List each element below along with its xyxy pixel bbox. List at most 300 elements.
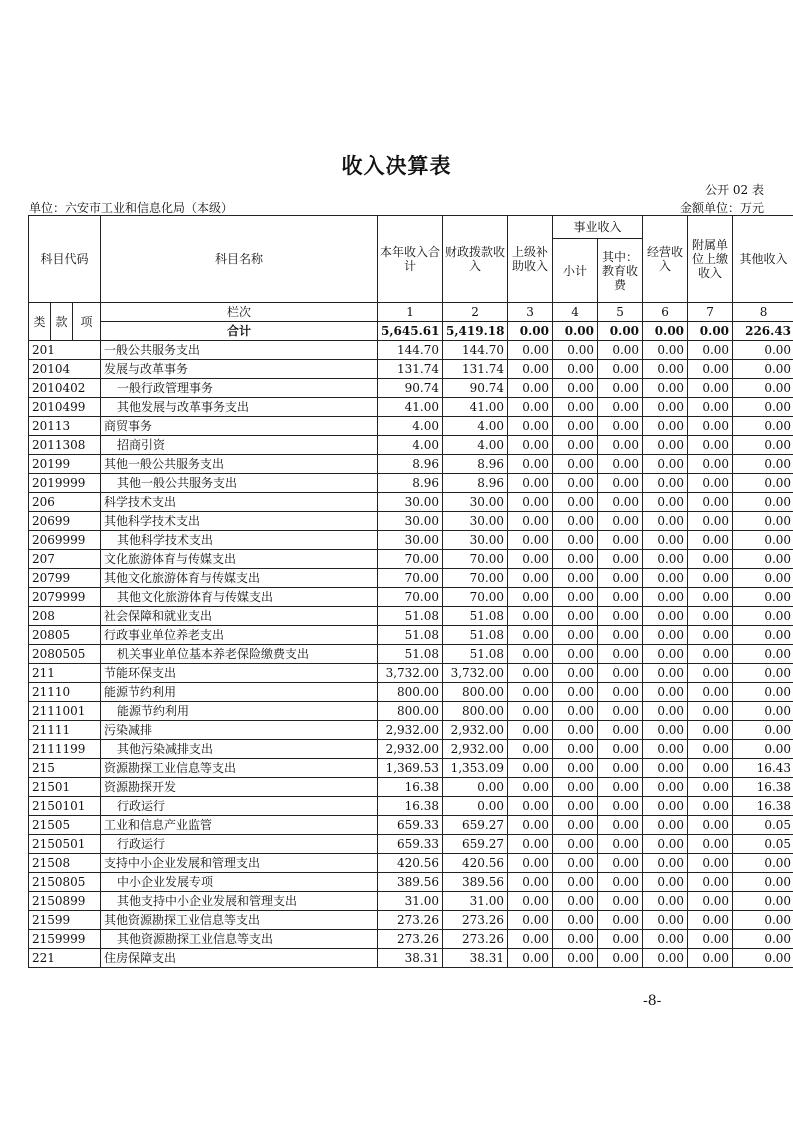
subject-name: 一般行政管理事务 <box>101 379 378 398</box>
amount-cell: 31.00 <box>378 892 443 911</box>
table-row <box>29 930 793 949</box>
amount-cell: 800.00 <box>443 702 508 721</box>
amount-cell: 38.31 <box>378 949 443 968</box>
amount-cell: 0.00 <box>688 474 733 493</box>
amount-cell: 0.00 <box>733 607 793 626</box>
subject-name: 能源节约利用 <box>101 702 378 721</box>
total-value: 226.43 <box>733 322 793 341</box>
amount-cell: 1,353.09 <box>443 759 508 778</box>
amount-cell: 70.00 <box>443 550 508 569</box>
amount-cell: 0.00 <box>688 721 733 740</box>
amount-cell: 8.96 <box>378 455 443 474</box>
subject-code: 21505 <box>29 816 101 835</box>
amount-cell: 0.00 <box>553 512 598 531</box>
amount-cell: 0.00 <box>598 531 643 550</box>
subject-name: 科学技术支出 <box>101 493 378 512</box>
amount-cell: 51.08 <box>443 607 508 626</box>
subject-name: 机关事业单位基本养老保险缴费支出 <box>101 645 378 664</box>
amount-cell: 0.00 <box>553 531 598 550</box>
amount-cell: 8.96 <box>378 474 443 493</box>
subject-name: 商贸事务 <box>101 417 378 436</box>
subject-code: 2111199 <box>29 740 101 759</box>
amount-cell: 0.00 <box>643 911 688 930</box>
amount-cell: 16.43 <box>733 759 793 778</box>
header-kuan: 款 <box>51 303 73 341</box>
amount-cell: 0.00 <box>598 455 643 474</box>
subject-code: 2150501 <box>29 835 101 854</box>
table-row <box>29 531 793 550</box>
amount-cell: 0.00 <box>598 569 643 588</box>
amount-cell: 0.00 <box>598 778 643 797</box>
subject-code: 21599 <box>29 911 101 930</box>
reporting-unit: 单位：六安市工业和信息化局（本级） <box>29 201 234 215</box>
amount-cell: 0.00 <box>598 797 643 816</box>
table-row <box>29 512 793 531</box>
amount-cell: 0.00 <box>643 892 688 911</box>
subject-name: 一般公共服务支出 <box>101 341 378 360</box>
amount-cell: 0.00 <box>598 854 643 873</box>
amount-cell: 0.00 <box>553 664 598 683</box>
subject-code: 2019999 <box>29 474 101 493</box>
table-row <box>29 854 793 873</box>
amount-cell: 659.27 <box>443 816 508 835</box>
amount-cell: 0.00 <box>643 550 688 569</box>
subject-code: 206 <box>29 493 101 512</box>
amount-cell: 0.00 <box>688 455 733 474</box>
amount-cell: 131.74 <box>443 360 508 379</box>
amount-cell: 0.05 <box>733 816 793 835</box>
amount-cell: 2,932.00 <box>443 740 508 759</box>
amount-cell: 0.00 <box>688 512 733 531</box>
amount-cell: 0.00 <box>643 873 688 892</box>
header-affiliated: 附属单位上缴收入 <box>688 216 733 303</box>
amount-cell: 0.00 <box>508 835 553 854</box>
amount-cell: 4.00 <box>378 417 443 436</box>
subject-name: 资源勘探工业信息等支出 <box>101 759 378 778</box>
amount-cell: 0.00 <box>688 683 733 702</box>
amount-cell: 0.00 <box>643 607 688 626</box>
subject-code: 2079999 <box>29 588 101 607</box>
amount-cell: 0.00 <box>733 683 793 702</box>
amount-cell: 0.00 <box>598 759 643 778</box>
amount-cell: 0.00 <box>643 721 688 740</box>
amount-cell: 0.00 <box>508 664 553 683</box>
subject-name: 其他污染减排支出 <box>101 740 378 759</box>
table-row <box>29 797 793 816</box>
table-row <box>29 417 793 436</box>
amount-cell: 0.00 <box>598 512 643 531</box>
amount-cell: 0.00 <box>598 740 643 759</box>
header-total-income: 本年收入合计 <box>378 216 443 303</box>
header-superior: 上级补助收入 <box>508 216 553 303</box>
amount-cell: 0.00 <box>508 455 553 474</box>
amount-cell: 659.27 <box>443 835 508 854</box>
amount-cell: 0.00 <box>553 740 598 759</box>
amount-cell: 0.00 <box>733 398 793 417</box>
amount-cell: 800.00 <box>443 683 508 702</box>
amount-cell: 0.00 <box>688 949 733 968</box>
amount-cell: 41.00 <box>443 398 508 417</box>
amount-cell: 0.00 <box>553 778 598 797</box>
subject-name: 其他文化旅游体育与传媒支出 <box>101 588 378 607</box>
amount-cell: 0.00 <box>508 531 553 550</box>
page-title: 收入决算表 <box>341 153 452 178</box>
amount-cell: 70.00 <box>443 569 508 588</box>
subject-name: 其他支持中小企业发展和管理支出 <box>101 892 378 911</box>
amount-cell: 0.00 <box>508 569 553 588</box>
amount-cell: 0.00 <box>508 626 553 645</box>
amount-cell: 0.00 <box>553 569 598 588</box>
subject-name: 中小企业发展专项 <box>101 873 378 892</box>
subject-name: 其他发展与改革事务支出 <box>101 398 378 417</box>
amount-cell: 659.33 <box>378 816 443 835</box>
amount-cell: 0.00 <box>643 360 688 379</box>
amount-cell: 0.00 <box>733 436 793 455</box>
amount-cell: 0.00 <box>733 892 793 911</box>
amount-cell: 0.00 <box>643 683 688 702</box>
form-number: 公开 02 表 <box>705 183 764 197</box>
amount-cell: 0.00 <box>508 702 553 721</box>
amount-cell: 0.00 <box>733 626 793 645</box>
subject-code: 20104 <box>29 360 101 379</box>
amount-cell: 420.56 <box>443 854 508 873</box>
amount-cell: 0.00 <box>643 930 688 949</box>
amount-cell: 0.00 <box>508 512 553 531</box>
amount-cell: 0.00 <box>443 797 508 816</box>
col-num: 3 <box>508 303 553 322</box>
amount-cell: 0.00 <box>643 797 688 816</box>
total-label: 合计 <box>101 322 378 341</box>
amount-cell: 0.00 <box>598 493 643 512</box>
amount-cell: 0.00 <box>553 588 598 607</box>
subject-name: 行政运行 <box>101 797 378 816</box>
amount-cell: 0.00 <box>598 816 643 835</box>
amount-cell: 0.05 <box>733 835 793 854</box>
total-value: 0.00 <box>643 322 688 341</box>
amount-cell: 0.00 <box>688 341 733 360</box>
amount-cell: 389.56 <box>378 873 443 892</box>
subject-name: 支持中小企业发展和管理支出 <box>101 854 378 873</box>
amount-cell: 0.00 <box>508 645 553 664</box>
subject-code: 2010499 <box>29 398 101 417</box>
amount-cell: 0.00 <box>553 607 598 626</box>
amount-cell: 273.26 <box>443 930 508 949</box>
amount-cell: 0.00 <box>598 436 643 455</box>
amount-cell: 0.00 <box>508 873 553 892</box>
subject-name: 污染减排 <box>101 721 378 740</box>
amount-cell: 38.31 <box>443 949 508 968</box>
amount-cell: 420.56 <box>378 854 443 873</box>
subject-name: 其他一般公共服务支出 <box>101 455 378 474</box>
subject-name: 其他文化旅游体育与传媒支出 <box>101 569 378 588</box>
table-row <box>29 778 793 797</box>
amount-cell: 0.00 <box>508 778 553 797</box>
table-row <box>29 474 793 493</box>
amount-cell: 0.00 <box>688 835 733 854</box>
subject-name: 招商引资 <box>101 436 378 455</box>
amount-cell: 0.00 <box>553 835 598 854</box>
amount-cell: 0.00 <box>688 854 733 873</box>
amount-cell: 16.38 <box>378 797 443 816</box>
amount-cell: 0.00 <box>688 664 733 683</box>
amount-cell: 0.00 <box>598 949 643 968</box>
subject-code: 2080505 <box>29 645 101 664</box>
amount-cell: 0.00 <box>688 797 733 816</box>
amount-cell: 0.00 <box>643 835 688 854</box>
amount-cell: 0.00 <box>553 911 598 930</box>
amount-cell: 800.00 <box>378 683 443 702</box>
subject-code: 20699 <box>29 512 101 531</box>
table-row <box>29 493 793 512</box>
amount-cell: 0.00 <box>598 550 643 569</box>
amount-cell: 1,369.53 <box>378 759 443 778</box>
amount-cell: 0.00 <box>553 930 598 949</box>
amount-cell: 0.00 <box>508 892 553 911</box>
amount-cell: 0.00 <box>508 797 553 816</box>
header-subtotal: 小计 <box>553 239 598 303</box>
subject-code: 2150101 <box>29 797 101 816</box>
table-row <box>29 436 793 455</box>
subject-code: 2150899 <box>29 892 101 911</box>
total-value: 0.00 <box>508 322 553 341</box>
amount-cell: 51.08 <box>378 607 443 626</box>
amount-cell: 0.00 <box>688 778 733 797</box>
page-number-text: -8- <box>643 993 662 1009</box>
amount-cell: 0.00 <box>553 455 598 474</box>
amount-cell: 0.00 <box>688 740 733 759</box>
amount-cell: 0.00 <box>553 892 598 911</box>
amount-cell: 0.00 <box>508 379 553 398</box>
amount-cell: 0.00 <box>598 417 643 436</box>
subject-code: 21110 <box>29 683 101 702</box>
col-num: 4 <box>553 303 598 322</box>
amount-cell: 16.38 <box>733 797 793 816</box>
amount-cell: 144.70 <box>443 341 508 360</box>
amount-cell: 0.00 <box>598 588 643 607</box>
subject-name: 其他科学技术支出 <box>101 531 378 550</box>
col-num: 2 <box>443 303 508 322</box>
amount-cell: 51.08 <box>378 645 443 664</box>
amount-cell: 0.00 <box>508 759 553 778</box>
amount-cell: 0.00 <box>508 474 553 493</box>
amount-cell: 0.00 <box>733 455 793 474</box>
amount-cell: 51.08 <box>443 626 508 645</box>
amount-cell: 0.00 <box>598 835 643 854</box>
subject-code: 21111 <box>29 721 101 740</box>
amount-cell: 0.00 <box>598 702 643 721</box>
header-xiang: 项 <box>73 303 101 341</box>
amount-cell: 0.00 <box>598 360 643 379</box>
amount-cell: 0.00 <box>733 360 793 379</box>
subject-name: 其他资源勘探工业信息等支出 <box>101 930 378 949</box>
amount-cell: 0.00 <box>688 873 733 892</box>
amount-cell: 8.96 <box>443 474 508 493</box>
amount-cell: 0.00 <box>598 892 643 911</box>
subject-code: 2150805 <box>29 873 101 892</box>
table-row <box>29 911 793 930</box>
amount-cell: 0.00 <box>553 379 598 398</box>
header-code: 科目代码 <box>29 216 101 303</box>
amount-cell: 0.00 <box>508 341 553 360</box>
amount-cell: 51.08 <box>443 645 508 664</box>
amount-cell: 0.00 <box>733 474 793 493</box>
amount-cell: 0.00 <box>688 892 733 911</box>
amount-cell: 0.00 <box>643 645 688 664</box>
subject-code: 21508 <box>29 854 101 873</box>
amount-cell: 0.00 <box>553 398 598 417</box>
total-value: 5,645.61 <box>378 322 443 341</box>
amount-unit: 金额单位：万元 <box>679 201 764 215</box>
amount-cell: 0.00 <box>508 436 553 455</box>
amount-cell: 90.74 <box>443 379 508 398</box>
amount-cell: 0.00 <box>733 664 793 683</box>
amount-cell: 30.00 <box>378 512 443 531</box>
amount-cell: 0.00 <box>733 512 793 531</box>
amount-cell: 0.00 <box>733 531 793 550</box>
amount-cell: 0.00 <box>688 930 733 949</box>
subject-name: 其他一般公共服务支出 <box>101 474 378 493</box>
amount-cell: 3,732.00 <box>378 664 443 683</box>
amount-cell: 0.00 <box>553 417 598 436</box>
column-label: 栏次 <box>101 303 378 322</box>
amount-cell: 0.00 <box>553 341 598 360</box>
amount-cell: 273.26 <box>378 930 443 949</box>
table-row <box>29 569 793 588</box>
amount-cell: 0.00 <box>508 854 553 873</box>
amount-cell: 0.00 <box>598 645 643 664</box>
amount-cell: 273.26 <box>443 911 508 930</box>
subject-name: 其他科学技术支出 <box>101 512 378 531</box>
col-num: 1 <box>378 303 443 322</box>
subject-name: 住房保障支出 <box>101 949 378 968</box>
table-row <box>29 721 793 740</box>
amount-cell: 0.00 <box>508 588 553 607</box>
amount-cell: 0.00 <box>688 398 733 417</box>
amount-cell: 0.00 <box>688 645 733 664</box>
table-row <box>29 702 793 721</box>
amount-cell: 30.00 <box>443 512 508 531</box>
amount-cell: 0.00 <box>688 816 733 835</box>
table-row <box>29 873 793 892</box>
table-row <box>29 816 793 835</box>
col-num: 8 <box>733 303 793 322</box>
amount-cell: 0.00 <box>688 417 733 436</box>
subject-code: 207 <box>29 550 101 569</box>
amount-cell: 0.00 <box>733 588 793 607</box>
subject-name: 行政事业单位养老支出 <box>101 626 378 645</box>
amount-cell: 0.00 <box>643 455 688 474</box>
amount-cell: 0.00 <box>508 398 553 417</box>
table-row <box>29 892 793 911</box>
subject-code: 20805 <box>29 626 101 645</box>
amount-cell: 0.00 <box>598 379 643 398</box>
amount-cell: 4.00 <box>443 436 508 455</box>
amount-cell: 70.00 <box>378 569 443 588</box>
amount-cell: 0.00 <box>598 930 643 949</box>
amount-cell: 0.00 <box>643 949 688 968</box>
table-row <box>29 588 793 607</box>
subject-code: 20799 <box>29 569 101 588</box>
amount-cell: 0.00 <box>553 683 598 702</box>
amount-cell: 0.00 <box>598 626 643 645</box>
table-row <box>29 341 793 360</box>
amount-cell: 0.00 <box>733 930 793 949</box>
amount-cell: 90.74 <box>378 379 443 398</box>
amount-cell: 0.00 <box>643 417 688 436</box>
amount-cell: 0.00 <box>643 379 688 398</box>
amount-cell: 30.00 <box>378 531 443 550</box>
amount-cell: 70.00 <box>443 588 508 607</box>
amount-cell: 0.00 <box>553 360 598 379</box>
subject-code: 2111001 <box>29 702 101 721</box>
amount-cell: 0.00 <box>508 816 553 835</box>
amount-cell: 0.00 <box>553 797 598 816</box>
subject-name: 能源节约利用 <box>101 683 378 702</box>
amount-cell: 4.00 <box>378 436 443 455</box>
amount-cell: 30.00 <box>443 531 508 550</box>
subject-code: 20113 <box>29 417 101 436</box>
amount-cell: 0.00 <box>643 493 688 512</box>
subject-code: 208 <box>29 607 101 626</box>
amount-cell: 0.00 <box>598 721 643 740</box>
amount-cell: 0.00 <box>688 702 733 721</box>
subject-code: 211 <box>29 664 101 683</box>
amount-cell: 3,732.00 <box>443 664 508 683</box>
subject-code: 21501 <box>29 778 101 797</box>
amount-cell: 0.00 <box>733 341 793 360</box>
amount-cell: 70.00 <box>378 550 443 569</box>
total-row <box>29 322 793 341</box>
table-row <box>29 550 793 569</box>
amount-cell: 273.26 <box>378 911 443 930</box>
amount-cell: 0.00 <box>733 873 793 892</box>
col-num: 5 <box>598 303 643 322</box>
amount-cell: 0.00 <box>643 702 688 721</box>
header-operating: 经营收入 <box>643 216 688 303</box>
amount-cell: 0.00 <box>598 474 643 493</box>
amount-cell: 0.00 <box>553 436 598 455</box>
amount-cell: 0.00 <box>553 702 598 721</box>
subject-name: 社会保障和就业支出 <box>101 607 378 626</box>
amount-cell: 0.00 <box>733 702 793 721</box>
amount-cell: 0.00 <box>688 493 733 512</box>
subject-name: 行政运行 <box>101 835 378 854</box>
amount-cell: 51.08 <box>378 626 443 645</box>
amount-cell: 8.96 <box>443 455 508 474</box>
amount-cell: 0.00 <box>688 626 733 645</box>
amount-cell: 131.74 <box>378 360 443 379</box>
subject-name: 发展与改革事务 <box>101 360 378 379</box>
amount-cell: 0.00 <box>733 854 793 873</box>
amount-cell: 0.00 <box>598 607 643 626</box>
table-row <box>29 455 793 474</box>
amount-cell: 0.00 <box>598 911 643 930</box>
amount-cell: 0.00 <box>508 949 553 968</box>
subject-code: 2011308 <box>29 436 101 455</box>
total-value: 0.00 <box>688 322 733 341</box>
amount-cell: 0.00 <box>553 949 598 968</box>
subject-code: 2010402 <box>29 379 101 398</box>
amount-cell: 16.38 <box>733 778 793 797</box>
table-row <box>29 683 793 702</box>
col-num: 6 <box>643 303 688 322</box>
subject-name: 资源勘探开发 <box>101 778 378 797</box>
amount-cell: 0.00 <box>508 911 553 930</box>
table-row <box>29 379 793 398</box>
amount-cell: 0.00 <box>553 721 598 740</box>
table-row <box>29 398 793 417</box>
amount-cell: 0.00 <box>643 664 688 683</box>
